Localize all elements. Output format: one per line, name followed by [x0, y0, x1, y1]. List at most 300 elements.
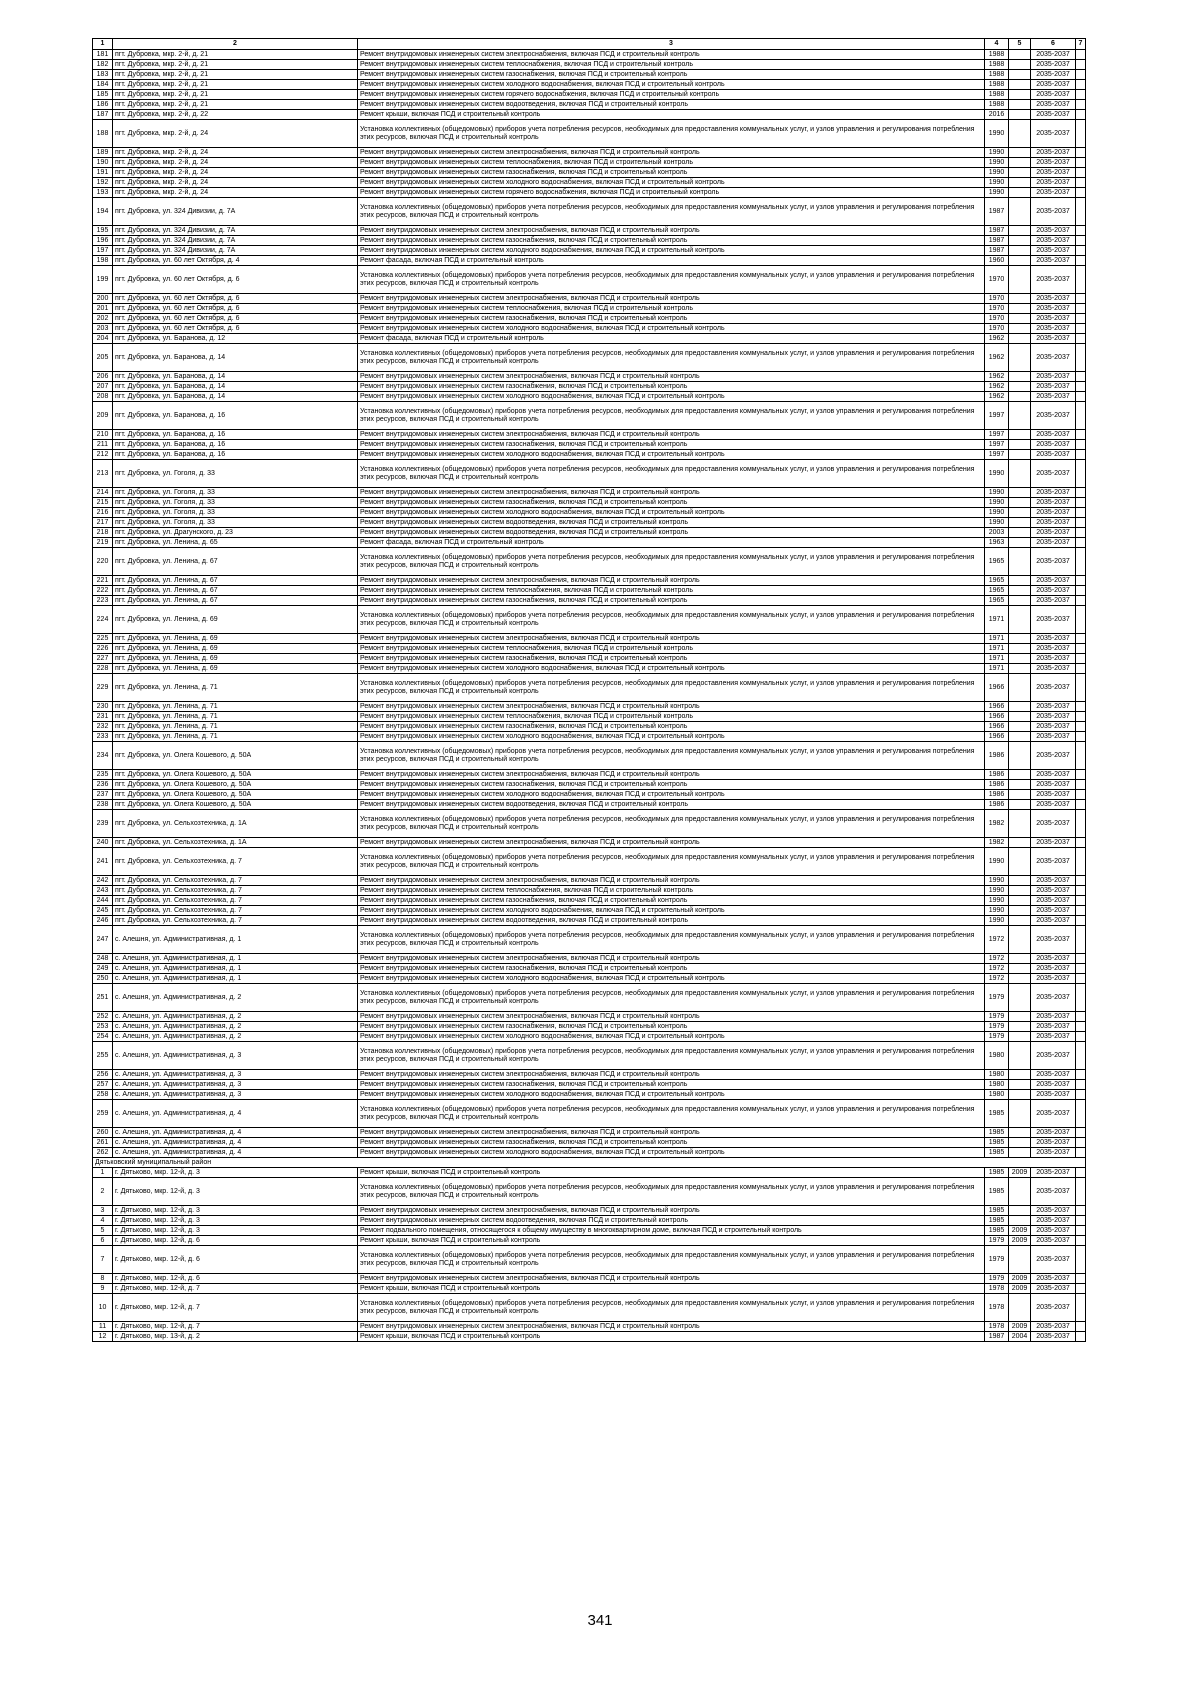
year-built-cell: 1962 [985, 372, 1009, 382]
work-type-cell: Установка коллективных (общедомовых) приборов учета потребления ресурсов, необходимых для предоставления коммунальных услуг, и узлов управления и регулирования потребления этих ресурсов, включая ПСД и строительный контроль [358, 674, 985, 702]
work-type-cell: Ремонт внутридомовых инженерных систем теплоснабжения, включая ПСД и строительный контроль [358, 158, 985, 168]
row-number: 185 [93, 90, 113, 100]
empty-cell [1076, 1246, 1086, 1274]
work-type-cell: Ремонт внутридомовых инженерных систем электроснабжения, включая ПСД и строительный контроль [358, 838, 985, 848]
work-type-cell: Установка коллективных (общедомовых) приборов учета потребления ресурсов, необходимых для предоставления коммунальных услуг, и узлов управления и регулирования потребления этих ресурсов, включая ПСД и строительный контроль [358, 606, 985, 634]
year-built-cell: 1970 [985, 314, 1009, 324]
planned-period-cell: 2035-2037 [1031, 80, 1076, 90]
row-number: 223 [93, 596, 113, 606]
year-built-cell: 1985 [985, 1100, 1009, 1128]
empty-cell [1076, 664, 1086, 674]
work-type-cell: Ремонт внутридомовых инженерных систем газоснабжения, включая ПСД и строительный контроль [358, 1138, 985, 1148]
work-type-cell: Установка коллективных (общедомовых) приборов учета потребления ресурсов, необходимых для предоставления коммунальных услуг, и узлов управления и регулирования потребления этих ресурсов, включая ПСД и строительный контроль [358, 266, 985, 294]
empty-cell [1076, 294, 1086, 304]
work-type-cell: Ремонт внутридомовых инженерных систем электроснабжения, включая ПСД и строительный контроль [358, 1070, 985, 1080]
address-cell: с. Алешня, ул. Административная, д. 2 [113, 1022, 358, 1032]
row-number: 251 [93, 984, 113, 1012]
planned-period-cell: 2035-2037 [1031, 876, 1076, 886]
row-number: 250 [93, 974, 113, 984]
year-built-cell: 1963 [985, 538, 1009, 548]
table-row [93, 1090, 1086, 1100]
work-type-cell: Ремонт внутридомовых инженерных систем газоснабжения, включая ПСД и строительный контроль [358, 964, 985, 974]
last-repair-year-cell [1009, 1216, 1031, 1226]
planned-period-cell: 2035-2037 [1031, 256, 1076, 266]
row-number: 228 [93, 664, 113, 674]
table-row [93, 440, 1086, 450]
empty-cell [1076, 324, 1086, 334]
year-built-cell: 1987 [985, 198, 1009, 226]
year-built-cell: 1990 [985, 488, 1009, 498]
empty-cell [1076, 790, 1086, 800]
work-type-cell: Ремонт внутридомовых инженерных систем водоотведения, включая ПСД и строительный контроль [358, 518, 985, 528]
row-number: 3 [93, 1206, 113, 1216]
address-cell: пгт. Дубровка, ул. Баранова, д. 16 [113, 450, 358, 460]
work-type-cell: Ремонт внутридомовых инженерных систем электроснабжения, включая ПСД и строительный контроль [358, 1322, 985, 1332]
address-cell: пгт. Дубровка, ул. Баранова, д. 14 [113, 372, 358, 382]
address-cell: с. Алешня, ул. Административная, д. 3 [113, 1080, 358, 1090]
table-row [93, 1128, 1086, 1138]
address-cell: пгт. Дубровка, мкр. 2-й, д. 24 [113, 178, 358, 188]
planned-period-cell: 2035-2037 [1031, 1042, 1076, 1070]
planned-period-cell: 2035-2037 [1031, 800, 1076, 810]
planned-period-cell: 2035-2037 [1031, 926, 1076, 954]
planned-period-cell: 2035-2037 [1031, 1226, 1076, 1236]
table-row [93, 974, 1086, 984]
last-repair-year-cell [1009, 294, 1031, 304]
last-repair-year-cell [1009, 586, 1031, 596]
year-built-cell: 1960 [985, 256, 1009, 266]
row-number: 186 [93, 100, 113, 110]
work-type-cell: Ремонт внутридомовых инженерных систем водоотведения, включая ПСД и строительный контроль [358, 100, 985, 110]
planned-period-cell: 2035-2037 [1031, 266, 1076, 294]
address-cell: пгт. Дубровка, ул. Ленина, д. 67 [113, 576, 358, 586]
table-row [93, 1294, 1086, 1322]
address-cell: пгт. Дубровка, ул. 324 Дивизии, д. 7А [113, 226, 358, 236]
empty-cell [1076, 702, 1086, 712]
work-type-cell: Ремонт внутридомовых инженерных систем холодного водоснабжения, включая ПСД и строительный контроль [358, 178, 985, 188]
planned-period-cell: 2035-2037 [1031, 100, 1076, 110]
planned-period-cell: 2035-2037 [1031, 810, 1076, 838]
planned-period-cell: 2035-2037 [1031, 508, 1076, 518]
year-built-cell: 1985 [985, 1206, 1009, 1216]
empty-cell [1076, 198, 1086, 226]
table-row [93, 498, 1086, 508]
planned-period-cell: 2035-2037 [1031, 1322, 1076, 1332]
empty-cell [1076, 780, 1086, 790]
work-type-cell: Ремонт внутридомовых инженерных систем электроснабжения, включая ПСД и строительный контроль [358, 50, 985, 60]
empty-cell [1076, 266, 1086, 294]
empty-cell [1076, 1022, 1086, 1032]
empty-cell [1076, 460, 1086, 488]
address-cell: пгт. Дубровка, ул. Гоголя, д. 33 [113, 488, 358, 498]
year-built-cell: 1990 [985, 120, 1009, 148]
year-built-cell: 1985 [985, 1168, 1009, 1178]
last-repair-year-cell [1009, 508, 1031, 518]
table-row [93, 508, 1086, 518]
year-built-cell: 1987 [985, 226, 1009, 236]
empty-cell [1076, 80, 1086, 90]
address-cell: с. Алешня, ул. Административная, д. 2 [113, 1032, 358, 1042]
row-number: 234 [93, 742, 113, 770]
table-row [93, 256, 1086, 266]
empty-cell [1076, 1284, 1086, 1294]
planned-period-cell: 2035-2037 [1031, 168, 1076, 178]
year-built-cell: 1978 [985, 1294, 1009, 1322]
planned-period-cell: 2035-2037 [1031, 596, 1076, 606]
last-repair-year-cell [1009, 1178, 1031, 1206]
work-type-cell: Установка коллективных (общедомовых) приборов учета потребления ресурсов, необходимых для предоставления коммунальных услуг, и узлов управления и регулирования потребления этих ресурсов, включая ПСД и строительный контроль [358, 848, 985, 876]
empty-cell [1076, 644, 1086, 654]
year-built-cell: 1990 [985, 508, 1009, 518]
last-repair-year-cell [1009, 498, 1031, 508]
planned-period-cell: 2035-2037 [1031, 1100, 1076, 1128]
planned-period-cell: 2035-2037 [1031, 848, 1076, 876]
address-cell: с. Алешня, ул. Административная, д. 3 [113, 1070, 358, 1080]
work-type-cell: Ремонт внутридомовых инженерных систем газоснабжения, включая ПСД и строительный контроль [358, 236, 985, 246]
last-repair-year-cell [1009, 1138, 1031, 1148]
table-row [93, 382, 1086, 392]
empty-cell [1076, 1322, 1086, 1332]
address-cell: пгт. Дубровка, ул. Ленина, д. 69 [113, 664, 358, 674]
work-type-cell: Ремонт внутридомовых инженерных систем газоснабжения, включая ПСД и строительный контроль [358, 780, 985, 790]
work-type-cell: Ремонт внутридомовых инженерных систем электроснабжения, включая ПСД и строительный контроль [358, 372, 985, 382]
planned-period-cell: 2035-2037 [1031, 1090, 1076, 1100]
year-built-cell: 1987 [985, 236, 1009, 246]
planned-period-cell: 2035-2037 [1031, 158, 1076, 168]
address-cell: пгт. Дубровка, ул. Гоголя, д. 33 [113, 518, 358, 528]
planned-period-cell: 2035-2037 [1031, 460, 1076, 488]
year-built-cell: 1979 [985, 1032, 1009, 1042]
last-repair-year-cell: 2009 [1009, 1226, 1031, 1236]
work-type-cell: Ремонт крыши, включая ПСД и строительный контроль [358, 110, 985, 120]
address-cell: г. Дятьково, мкр. 12-й, д. 3 [113, 1168, 358, 1178]
table-body [93, 39, 1086, 1342]
planned-period-cell: 2035-2037 [1031, 1294, 1076, 1322]
empty-cell [1076, 50, 1086, 60]
row-number: 10 [93, 1294, 113, 1322]
row-number: 187 [93, 110, 113, 120]
planned-period-cell: 2035-2037 [1031, 246, 1076, 256]
planned-period-cell: 2035-2037 [1031, 294, 1076, 304]
last-repair-year-cell [1009, 1090, 1031, 1100]
empty-cell [1076, 246, 1086, 256]
empty-cell [1076, 1090, 1086, 1100]
table-row [93, 896, 1086, 906]
address-cell: с. Алешня, ул. Административная, д. 4 [113, 1148, 358, 1158]
last-repair-year-cell [1009, 538, 1031, 548]
table-row [93, 392, 1086, 402]
year-built-cell: 1986 [985, 790, 1009, 800]
year-built-cell: 1990 [985, 168, 1009, 178]
planned-period-cell: 2035-2037 [1031, 1246, 1076, 1274]
year-built-cell: 1980 [985, 1042, 1009, 1070]
address-cell: пгт. Дубровка, ул. Олега Кошевого, д. 50А [113, 770, 358, 780]
address-cell: пгт. Дубровка, ул. Сельхозтехника, д. 7 [113, 916, 358, 926]
last-repair-year-cell [1009, 324, 1031, 334]
row-number: 182 [93, 60, 113, 70]
address-cell: г. Дятьково, мкр. 12-й, д. 6 [113, 1274, 358, 1284]
work-type-cell: Ремонт внутридомовых инженерных систем холодного водоснабжения, включая ПСД и строительный контроль [358, 324, 985, 334]
year-built-cell: 1997 [985, 450, 1009, 460]
address-cell: пгт. Дубровка, ул. 60 лет Октября, д. 6 [113, 314, 358, 324]
empty-cell [1076, 528, 1086, 538]
planned-period-cell: 2035-2037 [1031, 60, 1076, 70]
work-type-cell: Ремонт внутридомовых инженерных систем теплоснабжения, включая ПСД и строительный контроль [358, 60, 985, 70]
address-cell: пгт. Дубровка, ул. Баранова, д. 16 [113, 440, 358, 450]
row-number: 229 [93, 674, 113, 702]
empty-cell [1076, 188, 1086, 198]
last-repair-year-cell [1009, 576, 1031, 586]
last-repair-year-cell [1009, 158, 1031, 168]
table-row [93, 304, 1086, 314]
planned-period-cell: 2035-2037 [1031, 538, 1076, 548]
last-repair-year-cell [1009, 1042, 1031, 1070]
last-repair-year-cell [1009, 732, 1031, 742]
address-cell: пгт. Дубровка, ул. 60 лет Октября, д. 4 [113, 256, 358, 266]
table-row [93, 110, 1086, 120]
last-repair-year-cell [1009, 790, 1031, 800]
empty-cell [1076, 926, 1086, 954]
work-type-cell: Ремонт внутридомовых инженерных систем газоснабжения, включая ПСД и строительный контроль [358, 1022, 985, 1032]
address-cell: пгт. Дубровка, ул. 324 Дивизии, д. 7А [113, 236, 358, 246]
table-row [93, 790, 1086, 800]
table-row [93, 1178, 1086, 1206]
address-cell: пгт. Дубровка, мкр. 2-й, д. 21 [113, 90, 358, 100]
row-number: 220 [93, 548, 113, 576]
empty-cell [1076, 498, 1086, 508]
table-row [93, 1070, 1086, 1080]
planned-period-cell: 2035-2037 [1031, 1032, 1076, 1042]
year-built-cell: 1980 [985, 1080, 1009, 1090]
row-number: 198 [93, 256, 113, 266]
address-cell: с. Алешня, ул. Административная, д. 1 [113, 926, 358, 954]
empty-cell [1076, 586, 1086, 596]
year-built-cell: 1980 [985, 1070, 1009, 1080]
address-cell: с. Алешня, ул. Административная, д. 2 [113, 984, 358, 1012]
work-type-cell: Установка коллективных (общедомовых) приборов учета потребления ресурсов, необходимых для предоставления коммунальных услуг, и узлов управления и регулирования потребления этих ресурсов, включая ПСД и строительный контроль [358, 198, 985, 226]
work-type-cell: Установка коллективных (общедомовых) приборов учета потребления ресурсов, необходимых для предоставления коммунальных услуг, и узлов управления и регулирования потребления этих ресурсов, включая ПСД и строительный контроль [358, 1178, 985, 1206]
address-cell: пгт. Дубровка, ул. Ленина, д. 69 [113, 634, 358, 644]
work-type-cell: Ремонт внутридомовых инженерных систем электроснабжения, включая ПСД и строительный контроль [358, 294, 985, 304]
table-row [93, 266, 1086, 294]
year-built-cell: 1972 [985, 964, 1009, 974]
row-number: 249 [93, 964, 113, 974]
empty-cell [1076, 1070, 1086, 1080]
planned-period-cell: 2035-2037 [1031, 742, 1076, 770]
address-cell: г. Дятьково, мкр. 12-й, д. 6 [113, 1236, 358, 1246]
empty-cell [1076, 440, 1086, 450]
table-row [93, 644, 1086, 654]
year-built-cell: 1985 [985, 1178, 1009, 1206]
last-repair-year-cell [1009, 60, 1031, 70]
last-repair-year-cell [1009, 896, 1031, 906]
last-repair-year-cell [1009, 266, 1031, 294]
planned-period-cell: 2035-2037 [1031, 334, 1076, 344]
table-row [93, 178, 1086, 188]
last-repair-year-cell [1009, 372, 1031, 382]
table-row [93, 538, 1086, 548]
planned-period-cell: 2035-2037 [1031, 654, 1076, 664]
address-cell: с. Алешня, ул. Административная, д. 3 [113, 1042, 358, 1070]
row-number: 199 [93, 266, 113, 294]
empty-cell [1076, 954, 1086, 964]
empty-cell [1076, 304, 1086, 314]
table-row [93, 702, 1086, 712]
year-built-cell: 1972 [985, 926, 1009, 954]
empty-cell [1076, 742, 1086, 770]
year-built-cell: 1986 [985, 770, 1009, 780]
work-type-cell: Ремонт внутридомовых инженерных систем водоотведения, включая ПСД и строительный контроль [358, 800, 985, 810]
work-type-cell: Установка коллективных (общедомовых) приборов учета потребления ресурсов, необходимых для предоставления коммунальных услуг, и узлов управления и регулирования потребления этих ресурсов, включая ПСД и строительный контроль [358, 1294, 985, 1322]
row-number: 248 [93, 954, 113, 964]
table-row [93, 1138, 1086, 1148]
last-repair-year-cell [1009, 1032, 1031, 1042]
year-built-cell: 1971 [985, 654, 1009, 664]
empty-cell [1076, 372, 1086, 382]
work-type-cell: Ремонт внутридомовых инженерных систем холодного водоснабжения, включая ПСД и строительный контроль [358, 246, 985, 256]
table-row [93, 1080, 1086, 1090]
planned-period-cell: 2035-2037 [1031, 344, 1076, 372]
year-built-cell: 1990 [985, 886, 1009, 896]
planned-period-cell: 2035-2037 [1031, 226, 1076, 236]
table-row [93, 926, 1086, 954]
work-type-cell: Ремонт внутридомовых инженерных систем холодного водоснабжения, включая ПСД и строительный контроль [358, 508, 985, 518]
year-built-cell: 1990 [985, 896, 1009, 906]
table-row [93, 1322, 1086, 1332]
year-built-cell: 1979 [985, 1236, 1009, 1246]
year-built-cell: 1970 [985, 304, 1009, 314]
last-repair-year-cell [1009, 402, 1031, 430]
address-cell: пгт. Дубровка, ул. Баранова, д. 16 [113, 430, 358, 440]
table-row [93, 984, 1086, 1012]
row-number: 253 [93, 1022, 113, 1032]
row-number: 239 [93, 810, 113, 838]
planned-period-cell: 2035-2037 [1031, 702, 1076, 712]
empty-cell [1076, 538, 1086, 548]
work-type-cell: Ремонт внутридомовых инженерных систем теплоснабжения, включая ПСД и строительный контроль [358, 644, 985, 654]
row-number: 222 [93, 586, 113, 596]
row-number: 259 [93, 1100, 113, 1128]
table-row [93, 848, 1086, 876]
work-type-cell: Ремонт внутридомовых инженерных систем электроснабжения, включая ПСД и строительный контроль [358, 430, 985, 440]
last-repair-year-cell [1009, 440, 1031, 450]
work-type-cell: Ремонт внутридомовых инженерных систем горячего водоснабжения, включая ПСД и строительный контроль [358, 188, 985, 198]
year-built-cell: 1966 [985, 712, 1009, 722]
last-repair-year-cell [1009, 314, 1031, 324]
table-row [93, 596, 1086, 606]
last-repair-year-cell [1009, 178, 1031, 188]
row-number: 226 [93, 644, 113, 654]
work-type-cell: Ремонт крыши, включая ПСД и строительный контроль [358, 1168, 985, 1178]
planned-period-cell: 2035-2037 [1031, 198, 1076, 226]
planned-period-cell: 2035-2037 [1031, 576, 1076, 586]
planned-period-cell: 2035-2037 [1031, 974, 1076, 984]
table-row [93, 954, 1086, 964]
empty-cell [1076, 1138, 1086, 1148]
address-cell: г. Дятьково, мкр. 12-й, д. 3 [113, 1178, 358, 1206]
planned-period-cell: 2035-2037 [1031, 954, 1076, 964]
table-row [93, 906, 1086, 916]
address-cell: пгт. Дубровка, ул. Баранова, д. 16 [113, 402, 358, 430]
row-number: 1 [93, 1168, 113, 1178]
last-repair-year-cell [1009, 1294, 1031, 1322]
planned-period-cell: 2035-2037 [1031, 790, 1076, 800]
row-number: 252 [93, 1012, 113, 1022]
work-type-cell: Ремонт подвального помещения, относящегося к общему имуществу в многоквартирном доме, включая ПСД и строительный контроль [358, 1226, 985, 1236]
empty-cell [1076, 1100, 1086, 1128]
work-type-cell: Ремонт внутридомовых инженерных систем электроснабжения, включая ПСД и строительный контроль [358, 634, 985, 644]
year-built-cell: 1962 [985, 382, 1009, 392]
last-repair-year-cell [1009, 90, 1031, 100]
empty-cell [1076, 1236, 1086, 1246]
table-row [93, 1226, 1086, 1236]
table-row [93, 314, 1086, 324]
planned-period-cell: 2035-2037 [1031, 964, 1076, 974]
address-cell: пгт. Дубровка, ул. Олега Кошевого, д. 50А [113, 780, 358, 790]
work-type-cell: Ремонт внутридомовых инженерных систем водоотведения, включая ПСД и строительный контроль [358, 528, 985, 538]
address-cell: пгт. Дубровка, ул. Гоголя, д. 33 [113, 508, 358, 518]
address-cell: пгт. Дубровка, мкр. 2-й, д. 24 [113, 158, 358, 168]
work-type-cell: Ремонт внутридомовых инженерных систем холодного водоснабжения, включая ПСД и строительный контроль [358, 392, 985, 402]
address-cell: с. Алешня, ул. Административная, д. 3 [113, 1090, 358, 1100]
table-row [93, 586, 1086, 596]
empty-cell [1076, 596, 1086, 606]
last-repair-year-cell [1009, 674, 1031, 702]
table-row [93, 1274, 1086, 1284]
planned-period-cell: 2035-2037 [1031, 548, 1076, 576]
address-cell: пгт. Дубровка, ул. 60 лет Октября, д. 6 [113, 304, 358, 314]
year-built-cell: 1990 [985, 498, 1009, 508]
address-cell: пгт. Дубровка, мкр. 2-й, д. 21 [113, 100, 358, 110]
table-row [93, 90, 1086, 100]
row-number: 191 [93, 168, 113, 178]
work-type-cell: Установка коллективных (общедомовых) приборов учета потребления ресурсов, необходимых для предоставления коммунальных услуг, и узлов управления и регулирования потребления этих ресурсов, включая ПСД и строительный контроль [358, 1246, 985, 1274]
work-type-cell: Ремонт крыши, включая ПСД и строительный контроль [358, 1332, 985, 1342]
row-number: 221 [93, 576, 113, 586]
year-built-cell: 1962 [985, 344, 1009, 372]
empty-cell [1076, 344, 1086, 372]
last-repair-year-cell [1009, 344, 1031, 372]
planned-period-cell: 2035-2037 [1031, 90, 1076, 100]
row-number: 188 [93, 120, 113, 148]
empty-cell [1076, 450, 1086, 460]
last-repair-year-cell [1009, 188, 1031, 198]
planned-period-cell: 2035-2037 [1031, 324, 1076, 334]
work-type-cell: Ремонт внутридомовых инженерных систем газоснабжения, включая ПСД и строительный контроль [358, 382, 985, 392]
empty-cell [1076, 168, 1086, 178]
planned-period-cell: 2035-2037 [1031, 770, 1076, 780]
year-built-cell: 1990 [985, 906, 1009, 916]
row-number: 190 [93, 158, 113, 168]
table-row [93, 886, 1086, 896]
empty-cell [1076, 1012, 1086, 1022]
work-type-cell: Ремонт внутридомовых инженерных систем теплоснабжения, включая ПСД и строительный контроль [358, 586, 985, 596]
empty-cell [1076, 548, 1086, 576]
work-type-cell: Ремонт внутридомовых инженерных систем газоснабжения, включая ПСД и строительный контроль [358, 596, 985, 606]
empty-cell [1076, 1178, 1086, 1206]
last-repair-year-cell [1009, 80, 1031, 90]
table-row [93, 1246, 1086, 1274]
table-row [93, 780, 1086, 790]
address-cell: с. Алешня, ул. Административная, д. 4 [113, 1100, 358, 1128]
planned-period-cell: 2035-2037 [1031, 1206, 1076, 1216]
table-row [93, 226, 1086, 236]
last-repair-year-cell [1009, 634, 1031, 644]
row-number: 209 [93, 402, 113, 430]
table-row [93, 1236, 1086, 1246]
row-number: 225 [93, 634, 113, 644]
last-repair-year-cell [1009, 974, 1031, 984]
